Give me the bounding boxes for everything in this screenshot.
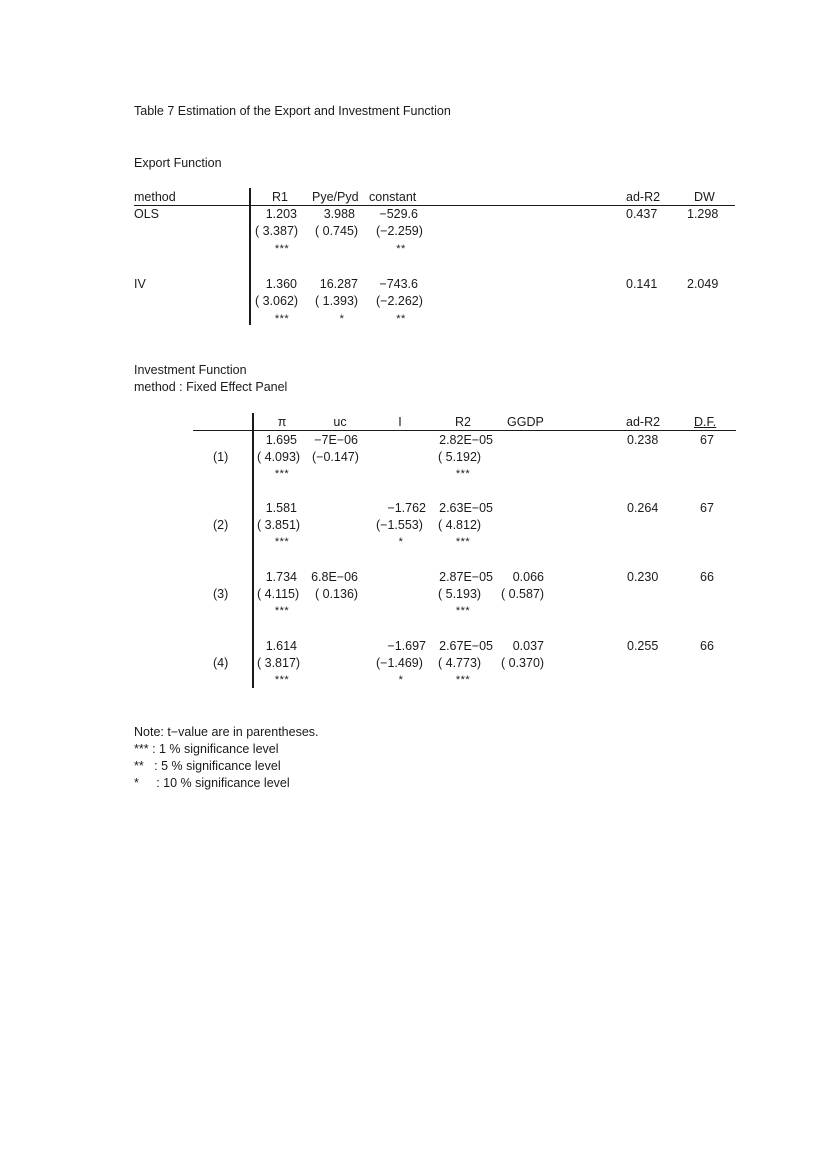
- inv-coef-pi: 1.581: [265, 501, 297, 515]
- export-sig-pye: *: [339, 313, 345, 325]
- inv-sig-i: *: [398, 674, 404, 686]
- note-line: *** : 1 % significance level: [134, 742, 279, 756]
- inv-header-rule: [193, 430, 736, 431]
- inv-coef-i: −1.762: [387, 501, 426, 515]
- table-title: Table 7 Estimation of the Export and Investment Function: [134, 104, 451, 118]
- inv-coef-r2: 2.67E−05: [439, 639, 493, 653]
- inv-header-i: I: [398, 415, 402, 429]
- inv-header-r2: R2: [455, 415, 471, 429]
- inv-coef-uc: 6.8E−06: [311, 570, 358, 584]
- inv-t-pi: ( 3.817): [257, 656, 301, 670]
- inv-t-i: (−1.469): [376, 656, 423, 670]
- inv-row-label: (4): [213, 656, 229, 670]
- export-adr2-value: 0.141: [626, 277, 658, 291]
- inv-adr2-value: 0.238: [627, 433, 659, 447]
- inv-t-r2: ( 4.812): [438, 518, 482, 532]
- inv-t-pi: ( 4.115): [257, 587, 300, 601]
- inv-sig-r2: ***: [455, 605, 471, 617]
- inv-coef-ggdp: 0.066: [512, 570, 544, 584]
- inv-sig-i: *: [398, 536, 404, 548]
- export-header-pye: Pye/Pyd: [312, 190, 359, 204]
- export-coef-constant: −529.6: [379, 207, 418, 221]
- inv-t-ggdp: ( 0.587): [501, 587, 545, 601]
- export-coef-r1: 1.203: [265, 207, 297, 221]
- inv-sig-pi: ***: [274, 536, 290, 548]
- inv-row-label: (1): [213, 450, 229, 464]
- inv-t-uc: ( 0.136): [315, 587, 359, 601]
- export-coef-pye: 16.287: [319, 277, 358, 291]
- inv-t-i: (−1.553): [376, 518, 423, 532]
- export-coef-pye: 3.988: [323, 207, 355, 221]
- inv-coef-pi: 1.695: [265, 433, 297, 447]
- inv-t-r2: ( 5.193): [438, 587, 482, 601]
- inv-coef-ggdp: 0.037: [512, 639, 544, 653]
- inv-sig-r2: ***: [455, 536, 471, 548]
- inv-header-df: D.F.: [694, 415, 717, 429]
- inv-coef-r2: 2.87E−05: [439, 570, 493, 584]
- export-t-r1: ( 3.062): [255, 294, 299, 308]
- note-line: * : 10 % significance level: [134, 776, 290, 790]
- export-t-r1: ( 3.387): [255, 224, 299, 238]
- inv-adr2-value: 0.255: [627, 639, 659, 653]
- inv-row-label: (3): [213, 587, 229, 601]
- inv-coef-i: −1.697: [387, 639, 426, 653]
- export-row-method: OLS: [134, 207, 160, 221]
- export-header-r1: R1: [272, 190, 288, 204]
- export-header-dw: DW: [694, 190, 715, 204]
- inv-header-pi: π: [277, 415, 287, 429]
- inv-sig-r2: ***: [455, 674, 471, 686]
- inv-df-value: 67: [700, 433, 714, 447]
- inv-header-uc: uc: [333, 415, 347, 429]
- inv-sig-pi: ***: [274, 674, 290, 686]
- inv-sig-r2: ***: [455, 468, 471, 480]
- inv-sig-pi: ***: [274, 468, 290, 480]
- inv-t-uc: (−0.147): [312, 450, 359, 464]
- inv-coef-r2: 2.82E−05: [439, 433, 493, 447]
- export-heading: Export Function: [134, 156, 222, 170]
- export-t-constant: (−2.259): [376, 224, 423, 238]
- inv-coef-uc: −7E−06: [314, 433, 358, 447]
- export-adr2-value: 0.437: [626, 207, 658, 221]
- export-header-rule: [134, 205, 735, 206]
- inv-t-ggdp: ( 0.370): [501, 656, 545, 670]
- export-sig-constant: **: [396, 313, 406, 325]
- inv-row-label: (2): [213, 518, 229, 532]
- export-dw-value: 2.049: [687, 277, 719, 291]
- export-t-pye: ( 1.393): [315, 294, 359, 308]
- export-header-method: method: [134, 190, 176, 204]
- inv-coef-pi: 1.614: [265, 639, 297, 653]
- inv-header-ggdp: GGDP: [507, 415, 544, 429]
- inv-header-adr2: ad-R2: [626, 415, 661, 429]
- inv-coef-pi: 1.734: [265, 570, 297, 584]
- export-coef-r1: 1.360: [265, 277, 297, 291]
- note-line: Note: t−value are in parentheses.: [134, 725, 319, 739]
- inv-adr2-value: 0.230: [627, 570, 659, 584]
- export-sig-r1: ***: [274, 243, 290, 255]
- inv-t-r2: ( 4.773): [438, 656, 482, 670]
- export-sig-constant: **: [396, 243, 406, 255]
- inv-df-value: 66: [700, 639, 714, 653]
- inv-t-r2: ( 5.192): [438, 450, 482, 464]
- inv-t-pi: ( 3.851): [257, 518, 301, 532]
- export-coef-constant: −743.6: [379, 277, 418, 291]
- inv-coef-r2: 2.63E−05: [439, 501, 493, 515]
- inv-adr2-value: 0.264: [627, 501, 659, 515]
- export-header-adr2: ad-R2: [626, 190, 661, 204]
- inv-t-pi: ( 4.093): [257, 450, 301, 464]
- inv-df-value: 67: [700, 501, 714, 515]
- inv-sig-pi: ***: [274, 605, 290, 617]
- export-t-pye: ( 0.745): [315, 224, 359, 238]
- export-header-constant: constant: [369, 190, 417, 204]
- investment-heading: Investment Function: [134, 363, 247, 377]
- investment-method: method : Fixed Effect Panel: [134, 380, 288, 394]
- export-t-constant: (−2.262): [376, 294, 423, 308]
- note-line: ** : 5 % significance level: [134, 759, 281, 773]
- export-sig-r1: ***: [274, 313, 290, 325]
- export-row-method: IV: [134, 277, 146, 291]
- inv-df-value: 66: [700, 570, 714, 584]
- export-dw-value: 1.298: [687, 207, 719, 221]
